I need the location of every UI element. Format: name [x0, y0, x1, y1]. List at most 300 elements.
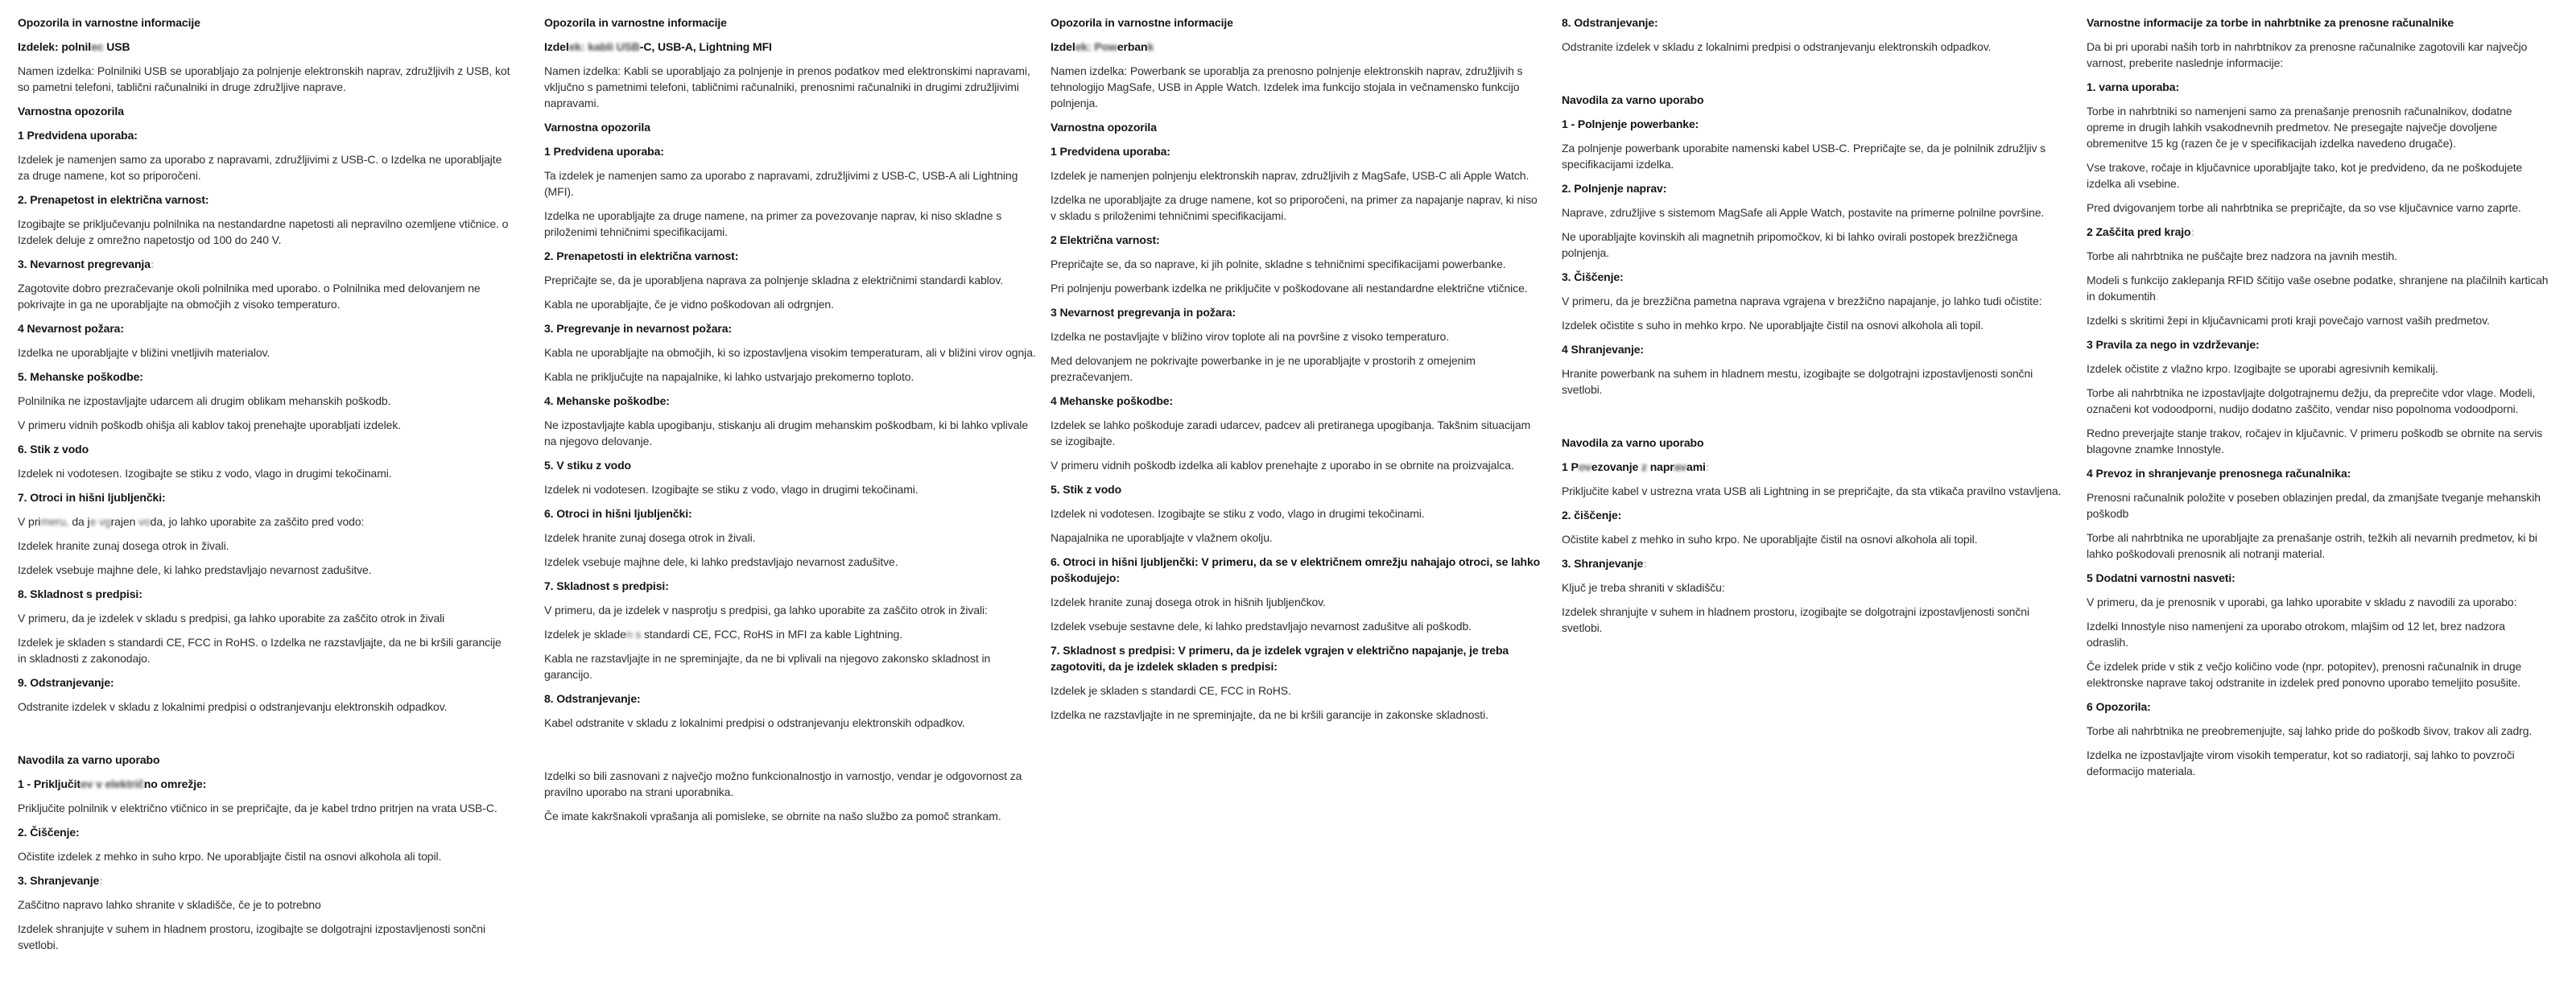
heading: [1562, 435, 2065, 451]
smudged-text: meru,: [40, 515, 72, 528]
paragraph: [18, 538, 513, 554]
text-run: USB: [103, 40, 130, 53]
text-run: Navodila za varno uporabo: [18, 753, 160, 766]
paragraph: [1051, 505, 1543, 522]
text-run: Priključite kabel v ustrezna vrata USB ali Lightning in se prepričajte, da sta vtikača pravilno vstavljena.: [1562, 484, 2062, 497]
heading: [1562, 180, 2065, 196]
text-run: Zagotovite dobro prezračevanje okoli polnilnika med uporabo. o Polnilnika med delovanjem ne pokrivajte in ga ne uporabljajte na območjih z visoko temperaturo.: [18, 282, 481, 311]
text-run: 7. Skladnost s predpisi: V primeru, da je izdelek vgrajen v električno napajanje, je treba zagotoviti, da je izdelek skladen s predpisi:: [1051, 644, 1509, 673]
text-run: Namen izdelka: Polnilniki USB se uporabljajo za polnjenje elektronskih naprav, združljivih z USB, kot so pametni telefoni, tablični računalniki in druge združljive naprave.: [18, 64, 510, 93]
smudged-text: av: [1674, 460, 1687, 473]
smudged-text: n s: [625, 628, 642, 641]
faded-text: .: [2155, 290, 2159, 303]
text-run: Izdelek ni vodotesen. Izogibajte se stiku z vodo, vlago in drugimi tekočinami.: [18, 467, 392, 480]
text-run: Izdelek je namenjen polnjenju elektronskih naprav, združljivih z MagSafe, USB-C ali Apple Watch.: [1051, 169, 1530, 182]
paragraph: [18, 610, 513, 626]
heading: [18, 14, 513, 31]
text-run: V primeru, da je prenosnik v uporabi, ga lahko uporabite v skladu z navodili za uporabo:: [2087, 596, 2517, 608]
paragraph: [544, 481, 1037, 497]
heading: [18, 776, 513, 792]
text-run: Prepričajte se, da so naprave, ki jih polnite, skladne s tehničnimi specifikacijami powerbanke.: [1051, 258, 1506, 270]
column-powerbank: [1051, 6, 1543, 731]
text-run: Prenosni računalnik položite v poseben oblazinjen predal, da zmanjšate tveganje mehanskih poškodb: [2087, 491, 2541, 520]
smudged-text: ek: Pow: [1075, 40, 1117, 53]
smudged-text: ek: kabli USB: [568, 40, 640, 53]
text-run: Izdelek očistite z vlažno krpo. Izogibajte se uporabi agresivnih kemikalij.: [2087, 362, 2438, 375]
text-run: Hranite powerbank na suhem in hladnem mestu, izogibajte se dolgotrajni izpostavljenosti sončni svetlobi.: [1562, 367, 2033, 396]
smudged-text: ev v električ: [80, 777, 144, 790]
text-run: Polnilnika ne izpostavljajte udarcem ali drugim oblikam mehanskih poškodb.: [18, 394, 391, 407]
paragraph: [544, 530, 1037, 546]
heading: [544, 320, 1037, 336]
heading: [544, 248, 1037, 264]
paragraph: [1051, 328, 1543, 344]
heading: [1051, 143, 1543, 159]
paragraph: [18, 63, 513, 95]
text-run: rajen: [110, 515, 136, 528]
heading: [18, 103, 513, 119]
paragraph: [544, 167, 1037, 200]
paragraph: [18, 634, 513, 666]
text-run: Ta izdelek je namenjen samo za uporabo z napravami, združljivimi z USB-C, USB-A ali Lightning (MFI).: [544, 169, 1018, 198]
heading: [544, 457, 1037, 473]
faded-text: :: [1705, 460, 1710, 473]
paragraph: [1051, 530, 1543, 546]
text-run: 5. Stik z vodo: [1051, 483, 1122, 496]
paragraph: [1562, 204, 2065, 221]
text-run: Med delovanjem ne pokrivajte powerbanke in je ne uporabljajte v prostorih z omejenim prezračevanjem.: [1051, 354, 1476, 383]
text-run: Modeli s funkcijo zaklepanja RFID ščitijo vaše osebne podatke, shranjene na plačilnih karticah in dokumentih: [2087, 274, 2549, 303]
paragraph: [2087, 103, 2549, 151]
text-run: 4 Shranjevanje:: [1562, 343, 1644, 356]
paragraph: [1051, 457, 1543, 473]
text-run: 1 Predvidena uporaba:: [1051, 145, 1170, 158]
text-run: erban: [1117, 40, 1148, 53]
text-run: Kabla ne priključujte na napajalnike, ki lahko ustvarjajo prekomerno toploto.: [544, 370, 914, 383]
paragraph: [18, 562, 513, 578]
paragraph: [544, 369, 1037, 385]
text-run: Varnostna opozorila: [18, 105, 124, 118]
paragraph: [1051, 594, 1543, 610]
heading: [1051, 481, 1543, 497]
paragraph-gap: [1562, 406, 2065, 427]
text-run: Opozorila in varnostne informacije: [18, 16, 200, 29]
text-run: standardi CE, FCC, RoHS in MFI za kable Lightning.: [641, 628, 903, 641]
paragraph-gap: [18, 723, 513, 744]
text-run: Kabla ne razstavljajte in ne spreminjajte, da ne bi vplivali na njegovo zakonsko skladnost in garancijo.: [544, 652, 991, 681]
paragraph: [18, 151, 513, 183]
text-run: Pred dvigovanjem torbe ali nahrbtnika se prepričajte, da so vse ključavnice varno zaprte.: [2087, 201, 2521, 214]
heading: [1051, 39, 1543, 55]
text-run: 4 Nevarnost požara:: [18, 322, 124, 335]
heading: [544, 505, 1037, 522]
text-run: Namen izdelka: Powerbank se uporablja za prenosno polnjenje elektronskih naprav, združljivih s tehnologijo MagSafe, USB in Apple Watch. Izdelek ima funkcijo stojala in večnamensko funkcijo polnjenja.: [1051, 64, 1523, 109]
text-run: Da bi pri uporabi naših torb in nahrbtnikov za prenosne računalnike zagotovili kar največjo varnost, preberite naslednje informacije:: [2087, 40, 2528, 69]
paragraph: [544, 296, 1037, 312]
text-run: Izdelek ni vodotesen. Izogibajte se stiku z vodo, vlago in drugimi tekočinami.: [1051, 507, 1425, 520]
heading: [18, 127, 513, 143]
text-run: V primeru vidnih poškodb izdelka ali kablov prenehajte z uporabo in se obrnite na proizvajalca.: [1051, 459, 1514, 472]
paragraph: [544, 208, 1037, 240]
text-run: Izdelek je skladen s standardi CE, FCC in RoHS. o Izdelka ne razstavljajte, da ne bi kršili garancije in skladnosti z zakonodajo.: [18, 636, 502, 665]
text-run: Varnostna opozorila: [544, 121, 650, 134]
paragraph: [544, 602, 1037, 618]
text-run: Namen izdelka: Kabli se uporabljajo za polnjenje in prenos podatkov med elektronskimi napravami, vključno s pametnimi telefoni, tabličnimi računalniki, prenosnimi računalniki in drugimi združljivimi napravami.: [544, 64, 1030, 109]
heading: [2087, 79, 2549, 95]
text-run: Kabel odstranite v skladu z lokalnimi predpisi o odstranjevanju elektronskih odpadkov.: [544, 716, 965, 729]
paragraph: [1051, 353, 1543, 385]
paragraph: [1051, 256, 1543, 272]
text-run: Izdelka ne razstavljajte in ne spreminjajte, da ne bi kršili garancije in zakonske skladnosti.: [1051, 708, 1488, 721]
paragraph: [544, 344, 1037, 361]
text-run: V primeru, da je izdelek v nasprotju s predpisi, ga lahko uporabite za zaščito otrok in živali:: [544, 604, 988, 616]
paragraph: [18, 921, 513, 953]
paragraph: [18, 344, 513, 361]
text-run: Izdelek: polnil: [18, 40, 92, 53]
column-navodila-powerbank-kabli: [1562, 6, 2065, 644]
heading: [18, 489, 513, 505]
smudged-text: e vg: [89, 515, 111, 528]
text-run: 8. Odstranjevanje:: [1562, 16, 1658, 29]
text-run: Izdelek hranite zunaj dosega otrok in živali.: [544, 531, 756, 544]
heading: [18, 369, 513, 385]
paragraph: [2087, 272, 2549, 304]
text-run: Kabla ne uporabljajte, če je vidno poškodovan ali odrgnjen.: [544, 298, 834, 311]
text-run: Ne izpostavljajte kabla upogibanju, stiskanju ali drugim mehanskim poškodbam, ki bi lahko vplivale na njegovo delovanje.: [544, 418, 1029, 447]
text-run: V primeru vidnih poškodb ohišja ali kablov takoj prenehajte uporabljati izdelek.: [18, 418, 402, 431]
text-run: Izdelek shranjujte v suhem in hladnem prostoru, izogibajte se dolgotrajni izpostavljenosti sončni svetlobi.: [1562, 605, 2029, 634]
text-run: 3. Shranjevanje: [18, 874, 100, 887]
paragraph: [544, 554, 1037, 570]
heading: [1051, 304, 1543, 320]
paragraph: [2087, 39, 2549, 71]
text-run: 1 - Priključit: [18, 777, 80, 790]
text-run: 7. Otroci in hišni ljubljenčki:: [18, 491, 166, 504]
text-run: 7. Skladnost s predpisi:: [544, 579, 669, 592]
text-run: Izdelek hranite zunaj dosega otrok in živali.: [18, 539, 229, 552]
text-run: Zaščitno napravo lahko shranite v skladišče, če je to potrebno: [18, 898, 321, 911]
heading: [1562, 269, 2065, 285]
paragraph: [2087, 658, 2549, 691]
paragraph: [18, 280, 513, 312]
column-polnilnik-usb: [18, 6, 513, 961]
paragraph: [1051, 167, 1543, 183]
heading: [18, 320, 513, 336]
text-run: 6. Otroci in hišni ljubljenčki: V primeru, da se v električnem omrežju nahajajo otroci, se lahko poškodujejo:: [1051, 555, 1541, 584]
paragraph: [1562, 604, 2065, 636]
paragraph: [544, 715, 1037, 731]
text-run: Kabla ne uporabljajte na območjih, ki so izpostavljena visokim temperaturam, ali v bližini virov ognja.: [544, 346, 1036, 359]
paragraph: [2087, 723, 2549, 739]
paragraph: [18, 417, 513, 433]
text-run: Torbe ali nahrbtnika ne uporabljajte za prenašanje ostrih, težkih ali nevarnih predmetov, ki bi lahko poškodovali prenosnik ali notranji material.: [2087, 531, 2537, 560]
text-run: 2 Električna varnost:: [1051, 233, 1160, 246]
text-run: Izdelka ne postavljajte v bližino virov toplote ali na površine z visoko temperaturo.: [1051, 330, 1449, 343]
text-run: Izdelki Innostyle niso namenjeni za uporabo otrokom, mlajšim od 12 let, brez nadzora odraslih.: [2087, 620, 2505, 649]
text-run: Izdelki s skritimi žepi in ključavnicami proti kraji povečajo varnost vaših predmetov.: [2087, 314, 2490, 327]
text-run: Izdelka ne uporabljajte v bližini vnetljivih materialov.: [18, 346, 270, 359]
text-run: -C, USB-A, Lightning MFI: [639, 40, 772, 53]
paragraph: [18, 897, 513, 913]
heading: [544, 691, 1037, 707]
text-run: Varnostna opozorila: [1051, 121, 1157, 134]
heading: [18, 872, 513, 888]
text-run: 8. Odstranjevanje:: [544, 692, 641, 705]
text-run: Izdelek se lahko poškoduje zaradi udarcev, padcev ali pretiranega upogibanja. Takšnim situacijam se izogibajte.: [1051, 418, 1531, 447]
text-run: Izdelek vsebuje sestavne dele, ki lahko predstavljajo nevarnost zadušitve ali poškodb.: [1051, 620, 1472, 633]
paragraph: [1562, 317, 2065, 333]
text-run: Opozorila in varnostne informacije: [544, 16, 727, 29]
paragraph: [18, 699, 513, 715]
text-run: Napajalnika ne uporabljajte v vlažnem okolju.: [1051, 531, 1273, 544]
paragraph: [544, 768, 1037, 800]
text-run: 6 Opozorila:: [2087, 700, 2151, 713]
text-run: 6. Stik z vodo: [18, 443, 89, 456]
text-run: Izdelka ne izpostavljajte virom visokih temperatur, kot so radiatorji, saj lahko to povzroči deformacijo materiala.: [2087, 748, 2515, 777]
heading: [18, 441, 513, 457]
heading: [2087, 570, 2549, 586]
paragraph: [2087, 425, 2549, 457]
paragraph: [2087, 200, 2549, 216]
heading: [18, 192, 513, 208]
heading: [1051, 393, 1543, 409]
paragraph: [1051, 63, 1543, 111]
heading: [544, 14, 1037, 31]
faded-text: :: [1643, 557, 1647, 570]
text-run: Izdelka ne uporabljajte za druge namene, kot so priporočeni, na primer za napajanje naprav, ki niso v skladu s priloženimi tehničnimi specifikacijami.: [1051, 193, 1538, 222]
text-run: Izdelek očistite s suho in mehko krpo. Ne uporabljajte čistil na osnovi alkohola ali topil.: [1562, 319, 1984, 332]
paragraph: [1562, 293, 2065, 309]
paragraph: [1562, 140, 2065, 172]
text-run: Očistite kabel z mehko in suho krpo. Ne uporabljajte čistil na osnovi alkohola ali topil.: [1562, 533, 1978, 546]
text-run: Odstranite izdelek v skladu z lokalnimi predpisi o odstranjevanju elektronskih odpadkov.: [1562, 40, 1992, 53]
paragraph: [544, 626, 1037, 642]
paragraph: [18, 393, 513, 409]
text-run: 2. Polnjenje naprav:: [1562, 182, 1667, 195]
text-run: 5. Mehanske poškodbe:: [18, 370, 143, 383]
paragraph: [2087, 594, 2549, 610]
text-run: 2. Prenapetost in električna varnost:: [18, 193, 209, 206]
paragraph: [1562, 229, 2065, 261]
text-run: 3 Pravila za nego in vzdrževanje:: [2087, 338, 2260, 351]
paragraph: [1562, 483, 2065, 499]
text-run: Izdelek je namenjen samo za uporabo z napravami, združljivimi z USB-C. o Izdelka ne uporabljajte za druge namene, kot so priporočeni.: [18, 153, 502, 182]
faded-text: :: [150, 258, 155, 270]
heading: [544, 143, 1037, 159]
paragraph: [1051, 682, 1543, 699]
smudged-text: ec: [91, 40, 104, 53]
smudged-text: vo: [135, 515, 151, 528]
heading: [2087, 224, 2549, 240]
paragraph-gap: [544, 739, 1037, 760]
heading: [1051, 232, 1543, 248]
heading: [18, 586, 513, 602]
heading: [1562, 116, 2065, 132]
text-run: Torbe ali nahrbtnika ne izpostavljajte dolgotrajnemu dežju, da preprečite vdor vlage. Modeli, označeni kot vodoodporni, nudijo dodatno zaščito, vendar niso popolnoma vodoodporni.: [2087, 386, 2536, 415]
text-run: 1 Predvidena uporaba:: [544, 145, 664, 158]
text-run: Izdelek hranite zunaj dosega otrok in hišnih ljubljenčkov.: [1051, 596, 1326, 608]
text-run: 3. Shranjevanje: [1562, 557, 1644, 570]
text-run: Izogibajte se priključevanju polnilnika na nestandardne napetosti ali nepravilno ozemljene vtičnice. o Izdelek deluje z omrežno napetostjo od 100 do 240 V.: [18, 217, 509, 246]
heading: [18, 39, 513, 55]
text-run: Izdelek vsebuje majhne dele, ki lahko predstavljajo nevarnost zadušitve.: [18, 563, 372, 576]
text-run: ezovanje: [1591, 460, 1641, 473]
paragraph: [18, 513, 513, 530]
paragraph: [18, 465, 513, 481]
paragraph: [2087, 361, 2549, 377]
column-torbe-nahrbtniki: [2087, 6, 2549, 787]
paragraph: [1562, 39, 2065, 55]
text-run: 2. čiščenje:: [1562, 509, 1622, 522]
text-run: V primeru, da je izdelek v skladu s predpisi, ga lahko uporabite za zaščito otrok in živali: [18, 612, 445, 625]
text-run: Če imate kakršnakoli vprašanja ali pomisleke, se obrnite na našo službo za pomoč strankam.: [544, 810, 1001, 823]
text-run: 6. Otroci in hišni ljubljenčki:: [544, 507, 692, 520]
paragraph: [2087, 489, 2549, 522]
text-run: Ključ je treba shraniti v skladišču:: [1562, 581, 1725, 594]
paragraph: [18, 216, 513, 248]
paragraph: [1562, 531, 2065, 547]
column-kabli: [544, 6, 1037, 832]
text-run: 3 Nevarnost pregrevanja in požara:: [1051, 306, 1236, 319]
heading: [18, 256, 513, 272]
paragraph: [2087, 248, 2549, 264]
faded-text: :: [2190, 225, 2195, 238]
text-run: 3. Nevarnost pregrevanja: [18, 258, 151, 270]
paragraph: [544, 417, 1037, 449]
text-run: Opozorila in varnostne informacije: [1051, 16, 1233, 29]
text-run: 1 Predvidena uporaba:: [18, 129, 138, 142]
text-run: 2 Zaščita pred krajo: [2087, 225, 2191, 238]
heading: [18, 752, 513, 768]
text-run: 2. Čiščenje:: [18, 826, 80, 839]
text-run: Torbe ali nahrbtnika ne puščajte brez nadzora na javnih mestih.: [2087, 249, 2397, 262]
text-run: 4 Mehanske poškodbe:: [1051, 394, 1174, 407]
text-run: 3. Pregrevanje in nevarnost požara:: [544, 322, 733, 335]
heading: [2087, 336, 2549, 353]
heading: [544, 39, 1037, 55]
text-run: Vse trakove, ročaje in ključavnice uporabljajte tako, kot je predvideno, da ne poškodujete izdelka ali vsebine.: [2087, 161, 2523, 190]
paragraph: [1051, 280, 1543, 296]
smudged-text: ov: [1578, 460, 1591, 473]
paragraph: [1562, 579, 2065, 596]
text-run: Izdelki so bili zasnovani z največjo možno funkcionalnostjo in varnostjo, vendar je odgovornost za pravilno uporabo na strani uporabnika.: [544, 769, 1022, 798]
paragraph: [544, 808, 1037, 824]
paragraph: [1051, 417, 1543, 449]
text-run: Izdel: [1051, 40, 1075, 53]
paragraph: [544, 63, 1037, 111]
text-run: Če izdelek pride v stik z večjo količino vode (npr. potopitev), prenosni računalnik in druge elektronske naprave takoj odstranite in izdelek pred ponovno uporabo temeljito posušite.: [2087, 660, 2522, 689]
paragraph: [1051, 192, 1543, 224]
text-run: Izdelek shranjujte v suhem in hladnem prostoru, izogibajte se dolgotrajni izpostavljenosti sončni svetlobi.: [18, 922, 485, 951]
heading: [1051, 554, 1543, 586]
paragraph-gap: [1562, 63, 2065, 84]
heading: [1562, 92, 2065, 108]
text-run: 9. Odstranjevanje:: [18, 676, 114, 689]
text-run: 8. Skladnost s predpisi:: [18, 588, 142, 600]
text-run: 5 Dodatni varnostni nasveti:: [2087, 571, 2235, 584]
heading: [1562, 507, 2065, 523]
text-run: no omrežje:: [143, 777, 207, 790]
text-run: 3. Čiščenje:: [1562, 270, 1624, 283]
heading: [1051, 119, 1543, 135]
text-run: 4. Mehanske poškodbe:: [544, 394, 670, 407]
heading: [544, 393, 1037, 409]
paragraph: [1051, 707, 1543, 723]
smudged-text: z: [1641, 460, 1647, 473]
heading: [1562, 459, 2065, 475]
text-run: 1 P: [1562, 460, 1579, 473]
text-run: 1. varna uporaba:: [2087, 80, 2180, 93]
heading: [1562, 555, 2065, 571]
paragraph: [1051, 618, 1543, 634]
text-run: Očistite izdelek z mehko in suho krpo. Ne uporabljajte čistil na osnovi alkohola ali topil.: [18, 850, 442, 863]
heading: [18, 674, 513, 691]
text-run: 5. V stiku z vodo: [544, 459, 631, 472]
smudged-text: k: [1147, 40, 1154, 53]
text-run: Izdelek je sklade: [544, 628, 626, 641]
text-run: Torbe ali nahrbtnika ne preobremenjujte, saj lahko pride do poškodb šivov, trakov ali zadrg.: [2087, 724, 2533, 737]
text-run: Izdel: [544, 40, 569, 53]
text-run: Izdelka ne uporabljajte za druge namene, na primer za povezovanje naprav, ki niso skladne s priloženimi tehničnimi specifikacijami.: [544, 209, 1002, 238]
paragraph: [18, 800, 513, 816]
text-run: da, jo lahko uporabite za zaščito pred vodo:: [150, 515, 365, 528]
text-run: Za polnjenje powerbank uporabite namenski kabel USB-C. Prepričajte se, da je polnilnik združljiv s specifikacijami izdelka.: [1562, 142, 2046, 171]
heading: [2087, 465, 2549, 481]
paragraph: [2087, 747, 2549, 779]
text-run: Prepričajte se, da je uporabljena naprava za polnjenje skladna z električnimi standardi kablov.: [544, 274, 1004, 287]
paragraph: [2087, 312, 2549, 328]
paragraph: [18, 848, 513, 864]
heading: [2087, 699, 2549, 715]
text-run: Torbe in nahrbtniki so namenjeni samo za prenašanje prenosnih računalnikov, dodatne opreme in drugih lahkih vsakodnevnih predmetov. Ne presegajte največje dovoljene obremenitve 15 kg (razen če je v specifikacijah izdelka navedeno drugače).: [2087, 105, 2512, 150]
text-run: ami: [1686, 460, 1706, 473]
heading: [1562, 14, 2065, 31]
text-run: 2. Prenapetosti in električna varnost:: [544, 249, 739, 262]
text-run: Ne uporabljajte kovinskih ali magnetnih pripomočkov, ki bi lahko ovirali postopek brezžičnega polnjenja.: [1562, 230, 2018, 259]
text-run: 4 Prevoz in shranjevanje prenosnega računalnika:: [2087, 467, 2351, 480]
heading: [1051, 642, 1543, 674]
text-run: Navodila za varno uporabo: [1562, 436, 1704, 449]
heading: [544, 119, 1037, 135]
text-run: da j: [72, 515, 90, 528]
heading: [1051, 14, 1543, 31]
paragraph: [544, 650, 1037, 682]
heading: [544, 578, 1037, 594]
text-run: Pri polnjenju powerbank izdelka ne priključite v poškodovane ali nestandardne električne vtičnice.: [1051, 282, 1528, 295]
text-run: V pri: [18, 515, 41, 528]
text-run: Izdelek vsebuje majhne dele, ki lahko predstavljajo nevarnost zadušitve.: [544, 555, 898, 568]
paragraph: [2087, 530, 2549, 562]
heading: [2087, 14, 2549, 31]
paragraph: [2087, 385, 2549, 417]
heading: [1562, 341, 2065, 357]
text-run: Varnostne informacije za torbe in nahrbtnike za prenosne računalnike: [2087, 16, 2454, 29]
text-run: Odstranite izdelek v skladu z lokalnimi predpisi o odstranjevanju elektronskih odpadkov.: [18, 700, 448, 713]
text-run: Izdelek je skladen s standardi CE, FCC in RoHS.: [1051, 684, 1291, 697]
paragraph: [544, 272, 1037, 288]
text-run: napr: [1646, 460, 1674, 473]
paragraph: [1562, 365, 2065, 398]
text-run: V primeru, da je brezžična pametna naprava vgrajena v brezžično napajanje, jo lahko tudi očistite:: [1562, 295, 2042, 307]
faded-text: :: [99, 874, 103, 887]
paragraph: [2087, 618, 2549, 650]
text-run: Navodila za varno uporabo: [1562, 93, 1704, 106]
text-run: Izdelek ni vodotesen. Izogibajte se stiku z vodo, vlago in drugimi tekočinami.: [544, 483, 919, 496]
paragraph: [2087, 159, 2549, 192]
text-run: Redno preverjajte stanje trakov, ročajev in ključavnic. V primeru poškodb se obrnite na servis blagovne znamke Innostyle.: [2087, 427, 2543, 456]
text-run: Priključite polnilnik v električno vtičnico in se prepričajte, da je kabel trdno pritrjen na vrata USB-C.: [18, 802, 497, 814]
text-run: 1 - Polnjenje powerbanke:: [1562, 118, 1699, 130]
